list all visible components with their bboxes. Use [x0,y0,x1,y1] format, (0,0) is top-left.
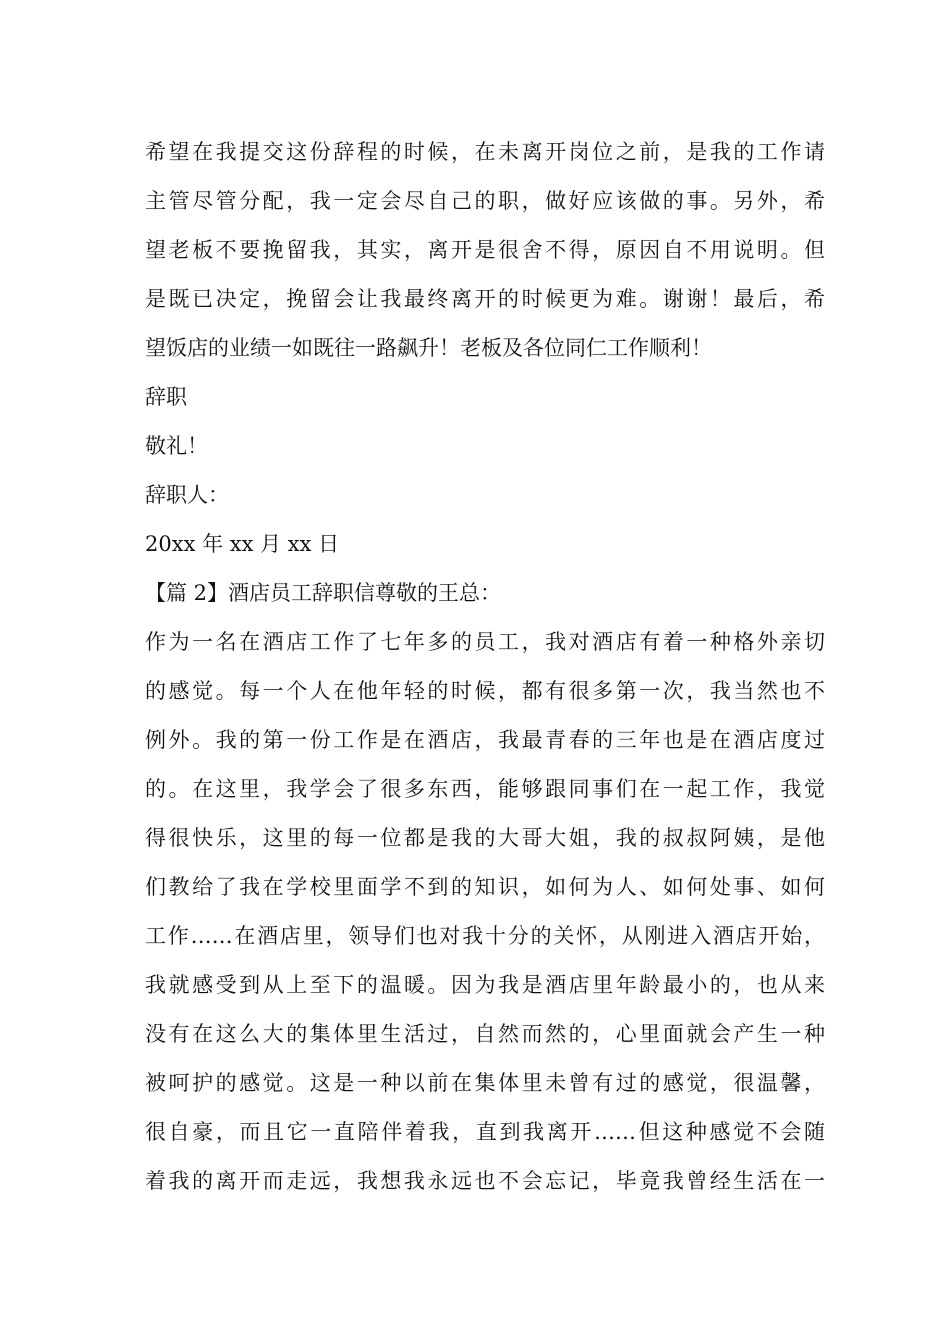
document-line: 辞职人： [145,483,229,507]
document-line: 望老板不要挽留我，其实，离开是很舍不得，原因自不用说明。但 [145,238,825,262]
document-line: 们教给了我在学校里面学不到的知识，如何为人、如何处事、如何 [145,875,825,899]
document-line: 敬礼！ [145,434,208,458]
document-line: 工作……在酒店里，领导们也对我十分的关怀，从刚进入酒店开始， [145,924,825,948]
document-line: 的。在这里，我学会了很多东西，能够跟同事们在一起工作，我觉 [145,777,825,801]
document-line: 很自豪，而且它一直陪伴着我，直到我离开……但这种感觉不会随 [145,1120,825,1144]
document-line: 【篇 2】酒店员工辞职信尊敬的王总： [145,581,502,605]
document-line: 望饭店的业绩一如既往一路飙升！老板及各位同仁工作顺利！ [145,336,712,360]
document-line: 希望在我提交这份辞程的时候，在未离开岗位之前，是我的工作请 [145,140,825,164]
document-line: 20xx 年 xx 月 xx 日 [145,532,340,556]
document-line: 没有在这么大的集体里生活过，自然而然的，心里面就会产生一种 [145,1022,825,1046]
document-line: 辞职 [145,385,187,409]
document-line: 作为一名在酒店工作了七年多的员工，我对酒店有着一种格外亲切 [145,630,825,654]
document-line: 主管尽管分配，我一定会尽自己的职，做好应该做的事。另外，希 [145,189,825,213]
document-line: 着我的离开而走远，我想我永远也不会忘记，毕竟我曾经生活在一 [145,1169,825,1193]
document-line: 例外。我的第一份工作是在酒店，我最青春的三年也是在酒店度过 [145,728,825,752]
document-line: 的感觉。每一个人在他年轻的时候，都有很多第一次，我当然也不 [145,679,825,703]
document-line: 被呵护的感觉。这是一种以前在集体里未曾有过的感觉，很温馨， [145,1071,825,1095]
document-body [145,128,825,1206]
document-line: 得很快乐，这里的每一位都是我的大哥大姐，我的叔叔阿姨，是他 [145,826,825,850]
document-line: 我就感受到从上至下的温暖。因为我是酒店里年龄最小的，也从来 [145,973,825,997]
document-line: 是既已决定，挽留会让我最终离开的时候更为难。谢谢！最后，希 [145,287,825,311]
